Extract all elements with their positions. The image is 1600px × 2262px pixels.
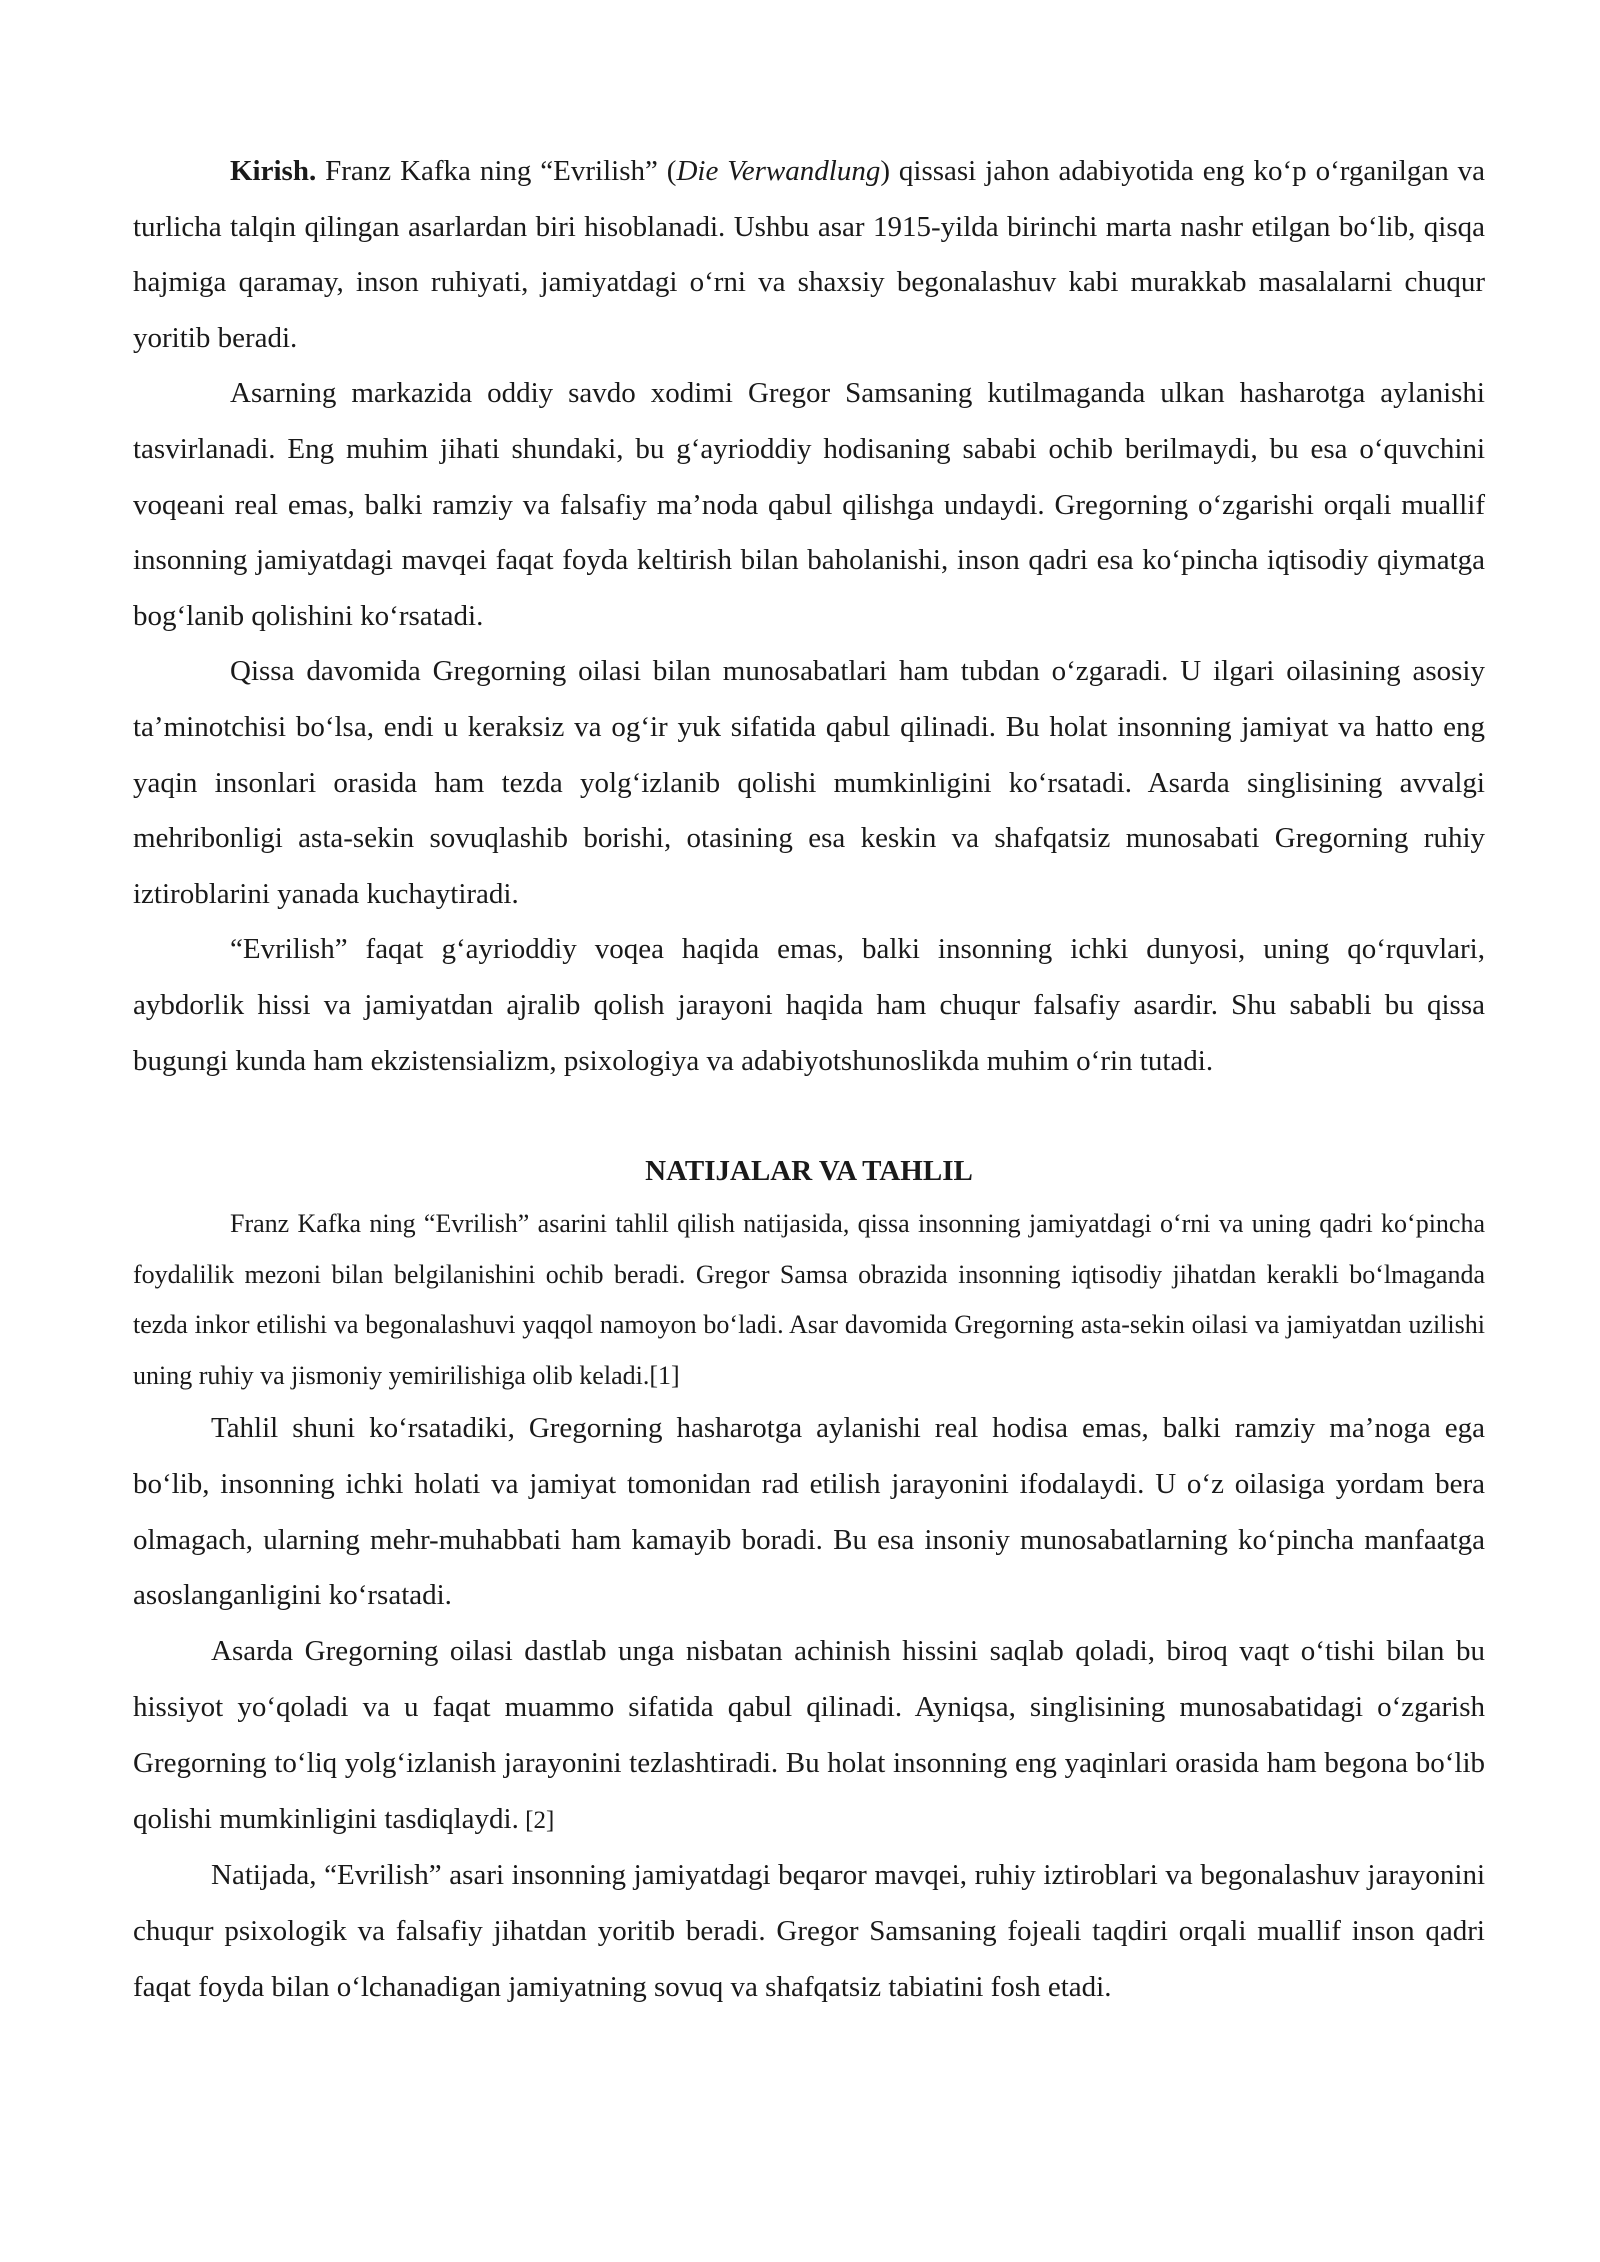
section-heading: NATIJALAR VA TAHLIL — [645, 1155, 973, 1188]
intro-p1-part-a: Franz Kafka ning “Evrilish” ( — [316, 155, 677, 187]
intro-lead: Kirish. — [230, 155, 317, 187]
intro-p1-italic-title: Die Verwandlung — [676, 155, 881, 187]
intro-section — [133, 144, 1485, 1089]
citation-ref: [2] — [518, 1806, 555, 1834]
intro-paragraph-1 — [133, 144, 1485, 366]
results-section — [133, 1199, 1485, 2016]
intro-p1-part-b: ) qissasi jahon adabiyotida eng ko‘p o‘rganilgan va turlicha talqin qilingan asarlardan biri hisoblanadi. Ushbu asar 1915-yilda birinchi marta nashr etilgan bo‘lib, qisqa hajmiga qaramay, inson ruhiyati, jamiyatdagi o‘rni va shaxsiy begonalashuv kabi murakkab masalalarni chuqur yoritib beradi. — [133, 155, 1486, 354]
results-p3-text: Asarda Gregorning oilasi dastlab unga nisbatan achinish hissini saqlab qoladi, biroq vaqt o‘tishi bilan bu hissiyot yo‘qoladi va u faqat muammo sifatida qabul qilinadi. Ayniqsa, singlisining munosabatidagi o‘zgarish Gregorning to‘liq yolg‘izlanish jarayonini tezlashtiradi. Bu holat insonning eng yaqinlari orasida ham begona bo‘lib qolishi mumkinligini tasdiqlaydi. — [133, 1635, 1485, 1835]
intro-paragraph-2: Asarning markazida oddiy savdo xodimi Gregor Samsaning kutilmaganda ulkan hasharotga aylanishi tasvirlanadi. Eng muhim jihati shundaki, bu g‘ayrioddiy hodisaning sababi ochib berilmaydi, bu esa o‘quvchini voqeani real emas, balki ramziy va falsafiy ma’noda qabul qilishga undaydi. Gregorning o‘zgarishi orqali muallif insonning jamiyatdagi mavqei faqat foyda keltirish bilan baholanishi, inson qadri esa ko‘pincha iqtisodiy qiymatga bog‘lanib qolishini ko‘rsatadi. — [133, 377, 1485, 632]
document-page — [133, 144, 1485, 2016]
results-paragraph-4: Natijada, “Evrilish” asari insonning jamiyatdagi beqaror mavqei, ruhiy iztiroblari va begonalashuv jarayonini chuqur psixologik va falsafiy jihatdan yoritib beradi. Gregor Samsaning fojeali taqdiri orqali muallif inson qadri faqat foyda bilan o‘lchanadigan jamiyatning sovuq va shafqatsiz tabiatini fosh etadi. — [133, 1859, 1485, 2004]
intro-paragraph-4: “Evrilish” faqat g‘ayrioddiy voqea haqida emas, balki insonning ichki dunyosi, uning qo‘rquvlari, aybdorlik hissi va jamiyatdan ajralib qolish jarayoni haqida ham chuqur falsafiy asardir. Shu sababli bu qissa bugungi kunda ham ekzistensializm, psixologiya va adabiyotshunoslikda muhim o‘rin tutadi. — [133, 933, 1485, 1077]
intro-paragraph-3: Qissa davomida Gregorning oilasi bilan munosabatlari ham tubdan o‘zgaradi. U ilgari oilasining asosiy ta’minotchisi bo‘lsa, endi u keraksiz va og‘ir yuk sifatida qabul qilinadi. Bu holat insonning jamiyat va hatto eng yaqin insonlari orasida ham tezda yolg‘izlanib qolishi mumkinligini ko‘rsatadi. Asarda singlisining avvalgi mehribonligi asta-sekin sovuqlashib borishi, otasining esa keskin va shafqatsiz munosabati Gregorning ruhiy iztiroblarini yanada kuchaytiradi. — [133, 655, 1485, 910]
results-paragraph-2: Tahlil shuni ko‘rsatadiki, Gregorning hasharotga aylanishi real hodisa emas, balki ramziy ma’noga ega bo‘lib, insonning ichki holati va jamiyat tomonidan rad etilish jarayonini ifodalaydi. U o‘z oilasiga yordam bera olmagach, ularning mehr-muhabbati ham kamayib boradi. Bu esa insoniy munosabatlarning ko‘pincha manfaatga asoslanganligini ko‘rsatadi. — [133, 1412, 1485, 1612]
results-paragraph-3 — [133, 1624, 1485, 1848]
results-paragraph-1: Franz Kafka ning “Evrilish” asarini tahlil qilish natijasida, qissa insonning jamiyatdagi o‘rni va uning qadri ko‘pincha foydalilik mezoni bilan belgilanishini ochib beradi. Gregor Samsa obrazida insonning iqtisodiy jihatdan kerakli bo‘lmaganda tezda inkor etilishi va begonalashuvi yaqqol namoyon bo‘ladi. Asar davomida Gregorning asta-sekin oilasi va jamiyatdan uzilishi uning ruhiy va jismoniy yemirilishiga olib keladi.[1] — [133, 1209, 1485, 1390]
